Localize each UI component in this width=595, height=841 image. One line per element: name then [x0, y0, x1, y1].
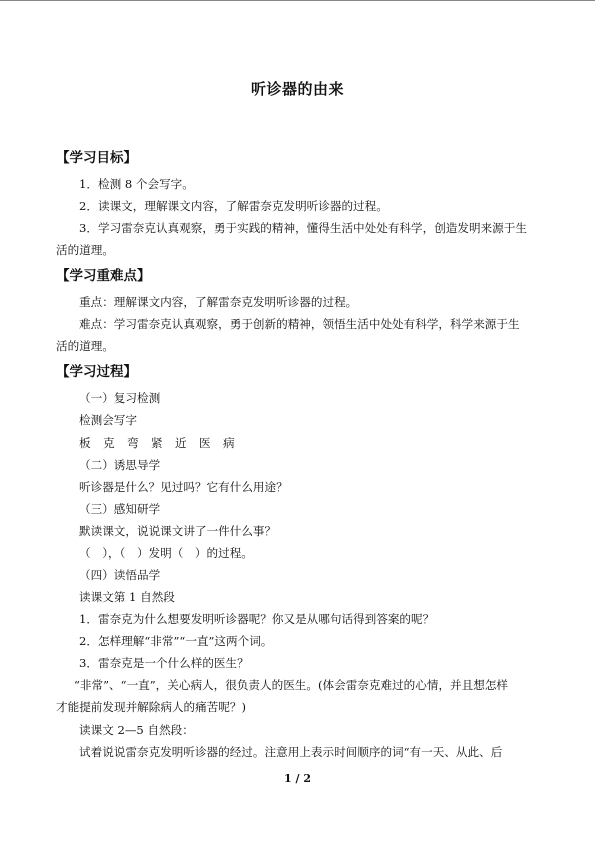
process-text: 读课文 2—5 自然段： [79, 723, 194, 737]
question-item: 3．雷奈克是一个什么样的医生？ [79, 656, 249, 670]
char-item: 紧 [151, 436, 163, 450]
char-item: 医 [199, 436, 211, 450]
document-title: 听诊器的由来 [250, 80, 344, 98]
process-text: 读课文第 1 自然段 [79, 590, 175, 604]
process-step-heading: （一）复习检测 [79, 391, 161, 405]
answer-text: “非常”、“一直”，关心病人，很负责人的医生。(体会雷奈克难过的心情，并且想怎样 [74, 678, 509, 692]
question-item: 2．怎样理解“非常”“一直”这两个词。 [79, 634, 273, 648]
keypoint-item: 难点：学习雷奈克认真观察，勇于创新的精神，领悟生活中处处有科学，科学来源于生 [79, 317, 520, 331]
write-chars-list [56, 435, 542, 451]
process-text: 默读课文，说说课文讲了一件什么事？ [79, 524, 277, 538]
goal-item: 1．检测 8 个会写字。 [79, 177, 194, 191]
char-item: 克 [103, 436, 115, 450]
goal-item: 3．学习雷奈克认真观察，勇于实践的精神，懂得生活中处处有科学，创造发明来源于生 [79, 221, 527, 235]
process-text: 检测会写字 [79, 413, 137, 427]
section-heading-goals: 【学习目标】 [56, 150, 137, 166]
answer-text-continuation: 才能提前发现并解除病人的痛苦呢？) [56, 700, 247, 714]
process-text: 试着说说雷奈克发明听诊器的经过。注意用上表示时间顺序的词“有一天、从此、后 [79, 745, 503, 759]
goal-item-continuation: 活的道理。 [56, 243, 114, 257]
process-step-heading: （二）诱思导学 [79, 458, 161, 472]
section-heading-process: 【学习过程】 [56, 364, 137, 380]
keypoint-item-continuation: 活的道理。 [56, 339, 114, 353]
char-item: 弯 [127, 436, 139, 450]
goal-item: 2．读课文，理解课文内容，了解雷奈克发明听诊器的过程。 [79, 199, 388, 213]
char-item: 板 [79, 436, 91, 450]
question-item: 1．雷奈克为什么想要发明听诊器呢？你又是从哪句话得到答案的呢？ [79, 612, 435, 626]
process-step-heading: （四）读悟品学 [79, 568, 161, 582]
process-text: 听诊器是什么？见过吗？它有什么用途？ [79, 480, 288, 494]
page-top-border [0, 0, 595, 1]
fill-blank-sentence: （ ），（ ）发明（ ）的过程。 [79, 546, 253, 560]
section-heading-keypoints: 【学习重难点】 [56, 268, 151, 284]
char-item: 近 [175, 436, 187, 450]
process-step-heading: （三）感知研学 [79, 502, 161, 516]
page-indicator: 1 / 2 [284, 772, 311, 785]
char-item: 病 [223, 436, 235, 450]
keypoint-item: 重点：理解课文内容，了解雷奈克发明听诊器的过程。 [79, 295, 358, 309]
